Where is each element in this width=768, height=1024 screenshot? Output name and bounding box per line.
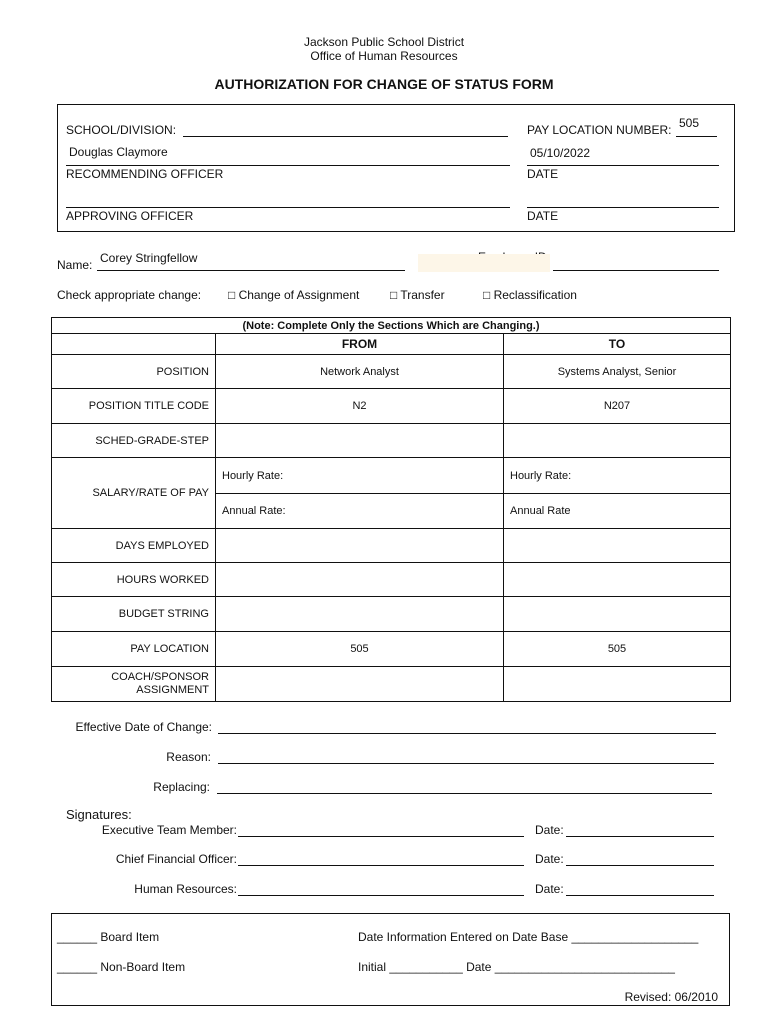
salary-hourly-from[interactable]: Hourly Rate: bbox=[216, 458, 504, 494]
table-row bbox=[52, 458, 731, 494]
from-header: FROM bbox=[216, 334, 504, 355]
pay-location-to[interactable]: 505 bbox=[504, 632, 731, 667]
approving-officer-label: APPROVING OFFICER bbox=[66, 209, 194, 223]
pay-location-number-label: PAY LOCATION NUMBER: bbox=[527, 123, 672, 137]
initial-date-field[interactable]: Initial ___________ Date ___________________________ bbox=[358, 960, 675, 974]
replacing-field[interactable] bbox=[217, 793, 712, 794]
title-code-label: POSITION TITLE CODE bbox=[52, 389, 216, 424]
cfo-date-label: Date: bbox=[535, 852, 564, 866]
coach-sponsor-from[interactable] bbox=[216, 667, 504, 702]
table-row bbox=[52, 424, 731, 458]
date-entered-field[interactable]: Date Information Entered on Date Base ___________________ bbox=[358, 930, 699, 944]
change-table bbox=[51, 317, 731, 702]
table-row bbox=[52, 563, 731, 597]
salary-annual-to[interactable]: Annual Rate bbox=[504, 494, 731, 529]
executive-date-label: Date: bbox=[535, 823, 564, 837]
non-board-item[interactable]: ______ Non-Board Item bbox=[57, 960, 186, 974]
recommending-date-field[interactable] bbox=[527, 165, 719, 166]
executive-signature-field[interactable] bbox=[238, 836, 524, 837]
name-value: Corey Stringfellow bbox=[100, 251, 198, 265]
sched-grade-step-from[interactable] bbox=[216, 424, 504, 458]
approving-date-label: DATE bbox=[527, 209, 559, 223]
position-from[interactable]: Network Analyst bbox=[216, 355, 504, 389]
form-title: AUTHORIZATION FOR CHANGE OF STATUS FORM bbox=[214, 76, 554, 92]
coach-sponsor-label-line2: ASSIGNMENT bbox=[136, 684, 209, 696]
effective-date-field[interactable] bbox=[218, 733, 716, 734]
approving-officer-field[interactable] bbox=[66, 207, 510, 208]
to-header: TO bbox=[504, 334, 731, 355]
budget-string-label: BUDGET STRING bbox=[52, 597, 216, 632]
coach-sponsor-to[interactable] bbox=[504, 667, 731, 702]
hours-worked-label: HOURS WORKED bbox=[52, 563, 216, 597]
recommending-officer-label: RECOMMENDING OFFICER bbox=[66, 167, 224, 181]
option-change-of-assignment[interactable]: □ Change of Assignment bbox=[228, 288, 360, 302]
reason-label: Reason: bbox=[166, 750, 211, 764]
recommending-officer-field[interactable] bbox=[66, 165, 510, 166]
redaction-mark bbox=[418, 254, 550, 272]
table-row bbox=[52, 667, 731, 702]
coach-sponsor-label bbox=[52, 667, 216, 702]
name-label: Name: bbox=[57, 258, 93, 272]
cfo-signature-field[interactable] bbox=[238, 865, 524, 866]
hr-date-field[interactable] bbox=[566, 895, 714, 896]
recommending-date-label: DATE bbox=[527, 167, 559, 181]
revised-date: Revised: 06/2010 bbox=[624, 990, 718, 1004]
sched-grade-step-to[interactable] bbox=[504, 424, 731, 458]
table-note: (Note: Complete Only the Sections Which are Changing.) bbox=[52, 318, 731, 334]
executive-date-field[interactable] bbox=[566, 836, 714, 837]
cfo-date-field[interactable] bbox=[566, 865, 714, 866]
signatures-heading: Signatures: bbox=[66, 807, 132, 822]
table-row bbox=[52, 529, 731, 563]
table-row bbox=[52, 632, 731, 667]
hr-label: Human Resources: bbox=[134, 882, 237, 896]
effective-date-label: Effective Date of Change: bbox=[75, 720, 212, 734]
budget-string-to[interactable] bbox=[504, 597, 731, 632]
header-blank bbox=[52, 334, 216, 355]
option-transfer[interactable]: □ Transfer bbox=[390, 288, 445, 302]
sched-grade-step-label: SCHED-GRADE-STEP bbox=[52, 424, 216, 458]
table-row bbox=[52, 597, 731, 632]
position-label: POSITION bbox=[52, 355, 216, 389]
days-employed-label: DAYS EMPLOYED bbox=[52, 529, 216, 563]
hr-signature-field[interactable] bbox=[238, 895, 524, 896]
title-code-from[interactable]: N2 bbox=[216, 389, 504, 424]
recommending-officer-value: Douglas Claymore bbox=[69, 145, 168, 159]
pay-location-number-value: 505 bbox=[679, 116, 700, 130]
school-division-label: SCHOOL/DIVISION: bbox=[66, 123, 177, 137]
school-division-field[interactable] bbox=[183, 136, 508, 137]
recommending-date-value: 05/10/2022 bbox=[530, 146, 591, 160]
title-code-to[interactable]: N207 bbox=[504, 389, 731, 424]
name-field[interactable] bbox=[97, 270, 405, 271]
reason-field[interactable] bbox=[218, 763, 714, 764]
replacing-label: Replacing: bbox=[153, 780, 210, 794]
coach-sponsor-label-line1: COACH/SPONSOR bbox=[111, 671, 209, 683]
pay-location-from[interactable]: 505 bbox=[216, 632, 504, 667]
board-item[interactable]: ______ Board Item bbox=[57, 930, 160, 944]
executive-label: Executive Team Member: bbox=[101, 823, 237, 837]
hours-worked-from[interactable] bbox=[216, 563, 504, 597]
pay-location-number-field[interactable] bbox=[676, 136, 717, 137]
days-employed-to[interactable] bbox=[504, 529, 731, 563]
days-employed-from[interactable] bbox=[216, 529, 504, 563]
hr-date-label: Date: bbox=[535, 882, 564, 896]
pay-location-label: PAY LOCATION bbox=[52, 632, 216, 667]
position-to[interactable]: Systems Analyst, Senior bbox=[504, 355, 731, 389]
table-row bbox=[52, 389, 731, 424]
salary-label: SALARY/RATE OF PAY bbox=[52, 458, 216, 529]
hours-worked-to[interactable] bbox=[504, 563, 731, 597]
budget-string-from[interactable] bbox=[216, 597, 504, 632]
district-name: Jackson Public School District bbox=[303, 35, 465, 49]
approving-date-field[interactable] bbox=[527, 207, 719, 208]
check-change-label: Check appropriate change: bbox=[57, 288, 202, 302]
salary-annual-from[interactable]: Annual Rate: bbox=[216, 494, 504, 529]
salary-hourly-to[interactable]: Hourly Rate: bbox=[504, 458, 731, 494]
office-name: Office of Human Resources bbox=[310, 49, 458, 63]
option-reclassification[interactable]: □ Reclassification bbox=[483, 288, 577, 302]
employee-id-field[interactable] bbox=[553, 270, 719, 271]
cfo-label: Chief Financial Officer: bbox=[115, 852, 237, 866]
table-row bbox=[52, 355, 731, 389]
